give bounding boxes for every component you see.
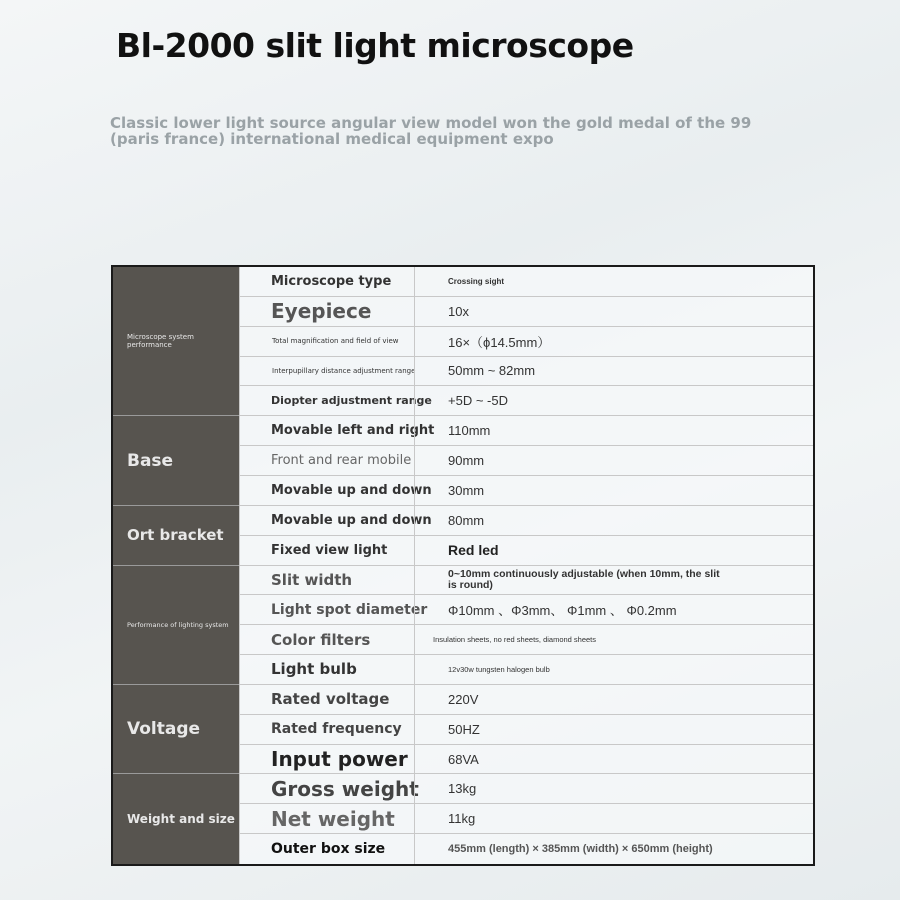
- group-lighting-system: Performance of lighting system: [113, 566, 239, 685]
- param-base-movable-up-down: Movable up and down: [239, 476, 414, 506]
- param-color-filters: Color filters: [239, 625, 414, 655]
- value-rated-frequency: 50HZ: [414, 715, 813, 745]
- page-subtitle: Classic lower light source angular view model won the gold medal of the 99 (paris france) international medical equipment expo: [110, 114, 752, 148]
- param-diopter-range: Diopter adjustment range: [239, 386, 414, 416]
- param-interpupillary-distance: Interpupillary distance adjustment range: [239, 357, 414, 387]
- param-rated-frequency: Rated frequency: [239, 715, 414, 745]
- param-front-rear-mobile: Front and rear mobile: [239, 446, 414, 476]
- param-ort-movable-up-down: Movable up and down: [239, 506, 414, 536]
- page-title: Bl-2000 slit light microscope: [116, 26, 634, 65]
- value-light-spot-diameter: Φ10mm 、Φ3mm、 Φ1mm 、 Φ0.2mm: [414, 595, 813, 625]
- value-input-power: 68VA: [414, 745, 813, 775]
- param-input-power: Input power: [239, 745, 414, 775]
- param-gross-weight: Gross weight: [239, 774, 414, 804]
- value-base-movable-up-down: 30mm: [414, 476, 813, 506]
- value-gross-weight: 13kg: [414, 774, 813, 804]
- param-fixed-view-light: Fixed view light: [239, 536, 414, 566]
- param-eyepiece: Eyepiece: [239, 297, 414, 327]
- value-outer-box-size: 455mm (length) × 385mm (width) × 650mm (height): [414, 834, 813, 864]
- value-light-bulb: 12v30w tungsten halogen bulb: [414, 655, 813, 685]
- value-total-magnification: 16×（ϕ14.5mm）: [414, 327, 813, 357]
- value-net-weight: 11kg: [414, 804, 813, 834]
- group-voltage: Voltage: [113, 685, 239, 775]
- param-light-spot-diameter: Light spot diameter: [239, 595, 414, 625]
- value-diopter-range: +5D ~ -5D: [414, 386, 813, 416]
- value-front-rear-mobile: 90mm: [414, 446, 813, 476]
- group-weight-size: Weight and size: [113, 774, 239, 864]
- value-slit-width: 0~10mm continuously adjustable (when 10mm, the slit is round): [414, 566, 813, 596]
- value-movable-left-right: 110mm: [414, 416, 813, 446]
- group-ort-bracket: Ort bracket: [113, 506, 239, 566]
- value-eyepiece: 10x: [414, 297, 813, 327]
- param-outer-box-size: Outer box size: [239, 834, 414, 864]
- value-color-filters: Insulation sheets, no red sheets, diamond sheets: [414, 625, 813, 655]
- param-slit-width: Slit width: [239, 566, 414, 596]
- param-light-bulb: Light bulb: [239, 655, 414, 685]
- value-microscope-type: Crossing sight: [414, 267, 813, 297]
- param-microscope-type: Microscope type: [239, 267, 414, 297]
- group-base: Base: [113, 416, 239, 506]
- group-microscope-system: Microscope system performance: [113, 267, 239, 416]
- param-rated-voltage: Rated voltage: [239, 685, 414, 715]
- value-fixed-view-light: Red led: [414, 536, 813, 566]
- param-total-magnification: Total magnification and field of view: [239, 327, 414, 357]
- value-ort-movable-up-down: 80mm: [414, 506, 813, 536]
- value-interpupillary-distance: 50mm ~ 82mm: [414, 357, 813, 387]
- spec-table: [111, 265, 815, 866]
- value-rated-voltage: 220V: [414, 685, 813, 715]
- param-net-weight: Net weight: [239, 804, 414, 834]
- param-movable-left-right: Movable left and right: [239, 416, 414, 446]
